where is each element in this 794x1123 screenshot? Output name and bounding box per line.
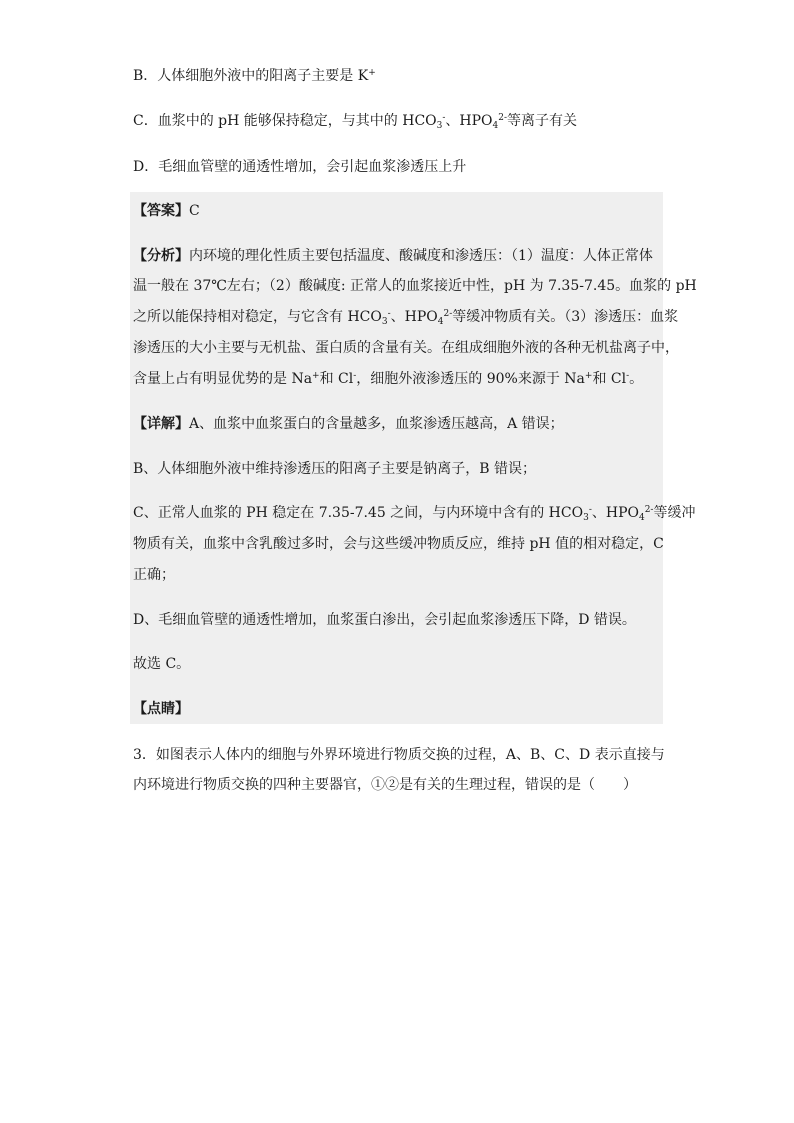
option-b-text: B．人体细胞外液中的阳离子主要是 K: [133, 68, 369, 84]
option-d: D．毛细血管壁的通透性增加，会引起血浆渗透压上升: [133, 159, 467, 175]
analysis-text: 和 Cl: [592, 371, 627, 387]
analysis-text: 之所以能保持相对稳定，与它含有 HCO: [133, 309, 382, 325]
answer-line: [133, 201, 200, 221]
detail-text: C、正常人血浆的 PH 稳定在 7.35-7.45 之间，与内环境中含有的 HCO: [133, 505, 584, 521]
subscript: 4: [437, 317, 444, 327]
answer-explanation-box: [130, 192, 663, 724]
analysis-line-1: [133, 246, 653, 266]
superscript: +: [368, 68, 376, 78]
answer-tag: 【答案】: [133, 203, 189, 219]
analysis-text: 含量上占有明显优势的是 Na: [133, 371, 313, 387]
option-b: [133, 66, 376, 86]
analysis-text: 。: [629, 371, 644, 387]
detail-text: A、血浆中血浆蛋白的含量越多，血浆渗透压越高，A 错误；: [189, 416, 564, 432]
analysis-line-3: [133, 307, 678, 327]
analysis-text: 内环境的理化性质主要包括温度、酸碱度和渗透压：（1）温度：人体正常体: [189, 248, 653, 264]
conclusion-line: 故选 C。: [133, 656, 191, 672]
detail-line-c1: [133, 503, 695, 523]
detail-line-d: D、毛细血管壁的通透性增加，血浆蛋白渗出，会引起血浆渗透压下降，D 错误。: [133, 612, 636, 628]
subscript: 3: [436, 121, 443, 131]
analysis-text: 、HPO: [390, 309, 438, 325]
superscript: -: [626, 371, 630, 381]
analysis-tag: 【分析】: [133, 248, 189, 264]
superscript: +: [312, 371, 320, 381]
detail-text: 、HPO: [591, 505, 639, 521]
option-c-text: 等离子有关: [507, 113, 578, 129]
detail-tag: 【详解】: [133, 416, 189, 432]
detail-line-c3: 正确；: [133, 567, 175, 583]
subscript: 4: [638, 513, 645, 523]
question-3-line-1: 3．如图表示人体内的细胞与外界环境进行物质交换的过程，A、B、C、D 表示直接与: [133, 747, 665, 763]
analysis-text: ，细胞外液渗透压的 90%来源于 Na: [356, 371, 585, 387]
subscript: 3: [381, 317, 388, 327]
superscript: 2-: [644, 505, 654, 515]
superscript: -: [353, 371, 357, 381]
superscript: 2-: [498, 113, 508, 123]
detail-text: 等缓冲: [653, 505, 696, 521]
superscript: -: [588, 505, 592, 515]
option-c: [133, 111, 577, 131]
detail-line-c2: 物质有关，血浆中含乳酸过多时，会与这些缓冲物质反应，维持 pH 值的相对稳定，C: [133, 536, 664, 552]
option-c-text: 、HPO: [445, 113, 493, 129]
subscript: 4: [492, 121, 499, 131]
detail-line-b: B、人体细胞外液中维持渗透压的阳离子主要是钠离子，B 错误；: [133, 461, 537, 477]
superscript: -: [442, 113, 446, 123]
analysis-line-5: [133, 369, 643, 389]
analysis-line-4: 渗透压的大小主要与无机盐、蛋白质的含量有关。在组成细胞外液的各种无机盐离子中，: [133, 340, 679, 356]
superscript: 2-: [443, 309, 453, 319]
option-c-text: C．血浆中的 pH 能够保持稳定，与其中的 HCO: [133, 113, 437, 129]
detail-line-a: [133, 414, 564, 434]
answer-value: C: [189, 203, 200, 219]
hint-tag: 【点睛】: [133, 701, 189, 717]
analysis-text: 等缓冲物质有关。（3）渗透压：血浆: [452, 309, 679, 325]
superscript: -: [387, 309, 391, 319]
analysis-line-2: 温一般在 37℃左右；（2）酸碱度: 正常人的血浆接近中性，pH 为 7.35-7.45。血浆的 pH: [133, 278, 697, 294]
analysis-text: 和 Cl: [319, 371, 354, 387]
superscript: +: [584, 371, 593, 381]
subscript: 3: [583, 513, 589, 523]
question-3-line-2: 内环境进行物质交换的四种主要器官，①②是有关的生理过程，错误的是（ ）: [133, 777, 637, 793]
